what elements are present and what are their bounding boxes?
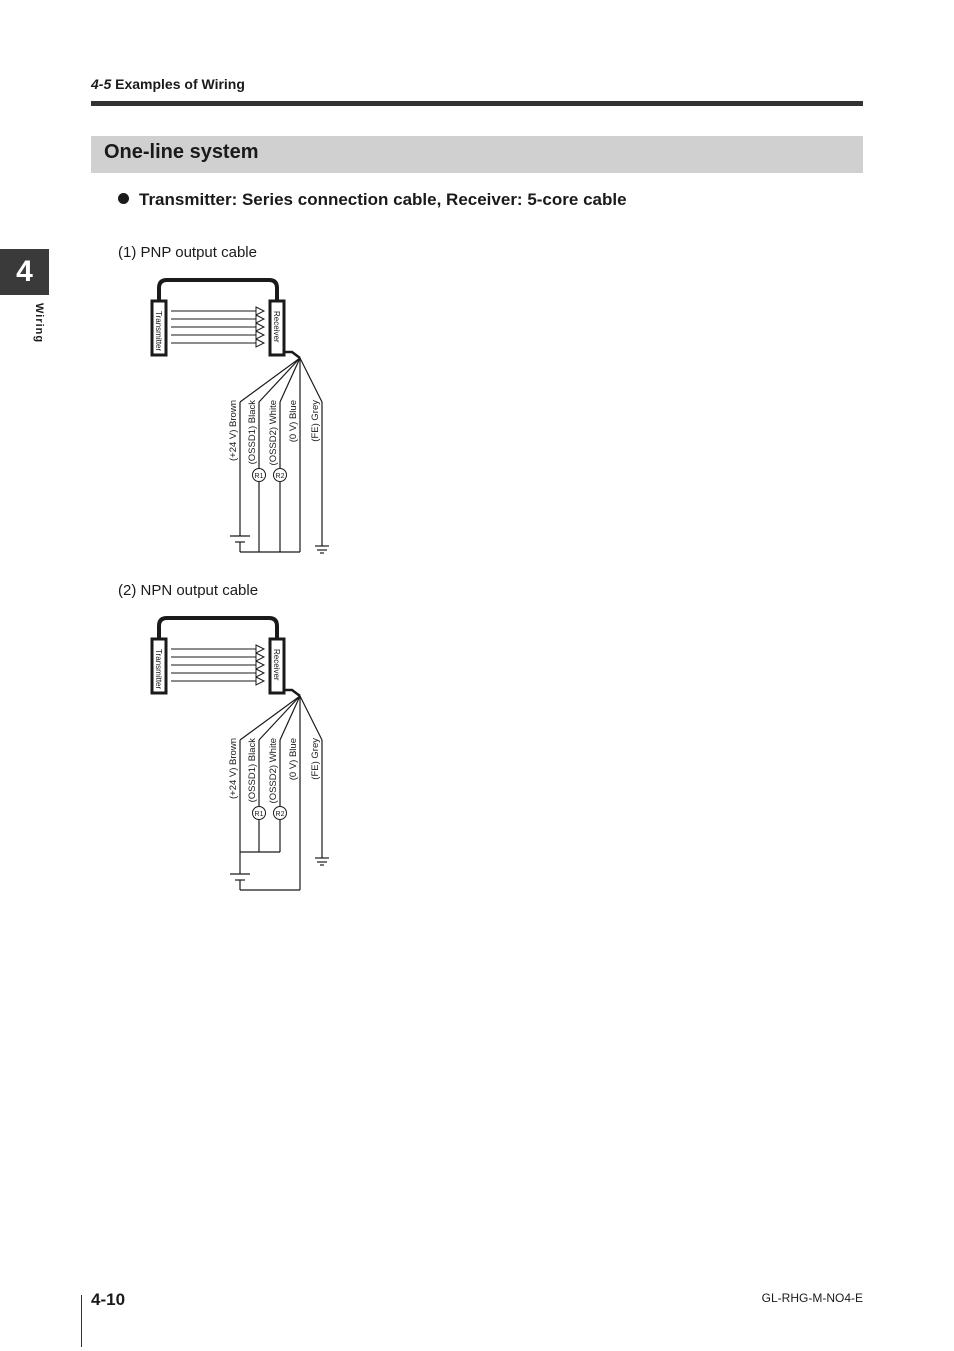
wire-label-brown: (+24 V) Brown — [228, 400, 239, 461]
series-cable — [159, 280, 277, 301]
fanout-wires — [240, 358, 322, 402]
title-bar — [91, 136, 863, 173]
header-rule — [91, 101, 863, 106]
series-cable — [159, 618, 277, 639]
sub-heading-text: Transmitter: Series connection cable, Receiver: 5-core cable — [139, 190, 627, 209]
wire-label-grey: (FE) Grey — [310, 738, 321, 780]
wire-label-grey: (FE) Grey — [310, 400, 321, 442]
wire-label-blue: (0 V) Blue — [288, 738, 299, 781]
wire-label-blue: (0 V) Blue — [288, 400, 299, 443]
receiver-label: Receiver — [272, 649, 281, 681]
footer-rule — [81, 1295, 82, 1347]
wire-label-black: (OSSD1) Black — [247, 738, 258, 803]
page-number: 4-10 — [91, 1290, 126, 1309]
beam-arrows — [171, 307, 264, 347]
npn-caption: (2) NPN output cable — [118, 582, 259, 599]
wire-label-white: (OSSD2) White — [268, 738, 279, 804]
chapter-side-label: Wiring — [33, 303, 45, 344]
load-r2-label: R2 — [275, 811, 285, 818]
chapter-tab: 4 — [0, 249, 49, 295]
page-title: One-line system — [104, 141, 259, 163]
bullet-icon — [118, 193, 129, 204]
load-r2-label: R2 — [275, 473, 285, 480]
transmitter-label: Transmitter — [154, 649, 163, 690]
sub-heading — [118, 190, 627, 210]
document-code: GL-RHG-M-NO4-E — [761, 1291, 863, 1305]
wire-label-white: (OSSD2) White — [268, 400, 279, 466]
wire-label-black: (OSSD1) Black — [247, 400, 258, 465]
load-r1-label: R1 — [254, 473, 264, 480]
pnp-wiring-diagram — [140, 274, 340, 564]
section-title: Examples of Wiring — [115, 76, 245, 92]
section-number: 4-5 — [91, 76, 112, 92]
pnp-caption: (1) PNP output cable — [118, 244, 257, 261]
beam-arrows — [171, 645, 264, 685]
fanout-wires — [240, 696, 322, 740]
section-header — [91, 76, 245, 92]
wire-label-brown: (+24 V) Brown — [228, 738, 239, 799]
load-r1-label: R1 — [254, 811, 264, 818]
transmitter-label: Transmitter — [154, 311, 163, 352]
receiver-label: Receiver — [272, 311, 281, 343]
npn-wiring-diagram — [140, 612, 340, 902]
